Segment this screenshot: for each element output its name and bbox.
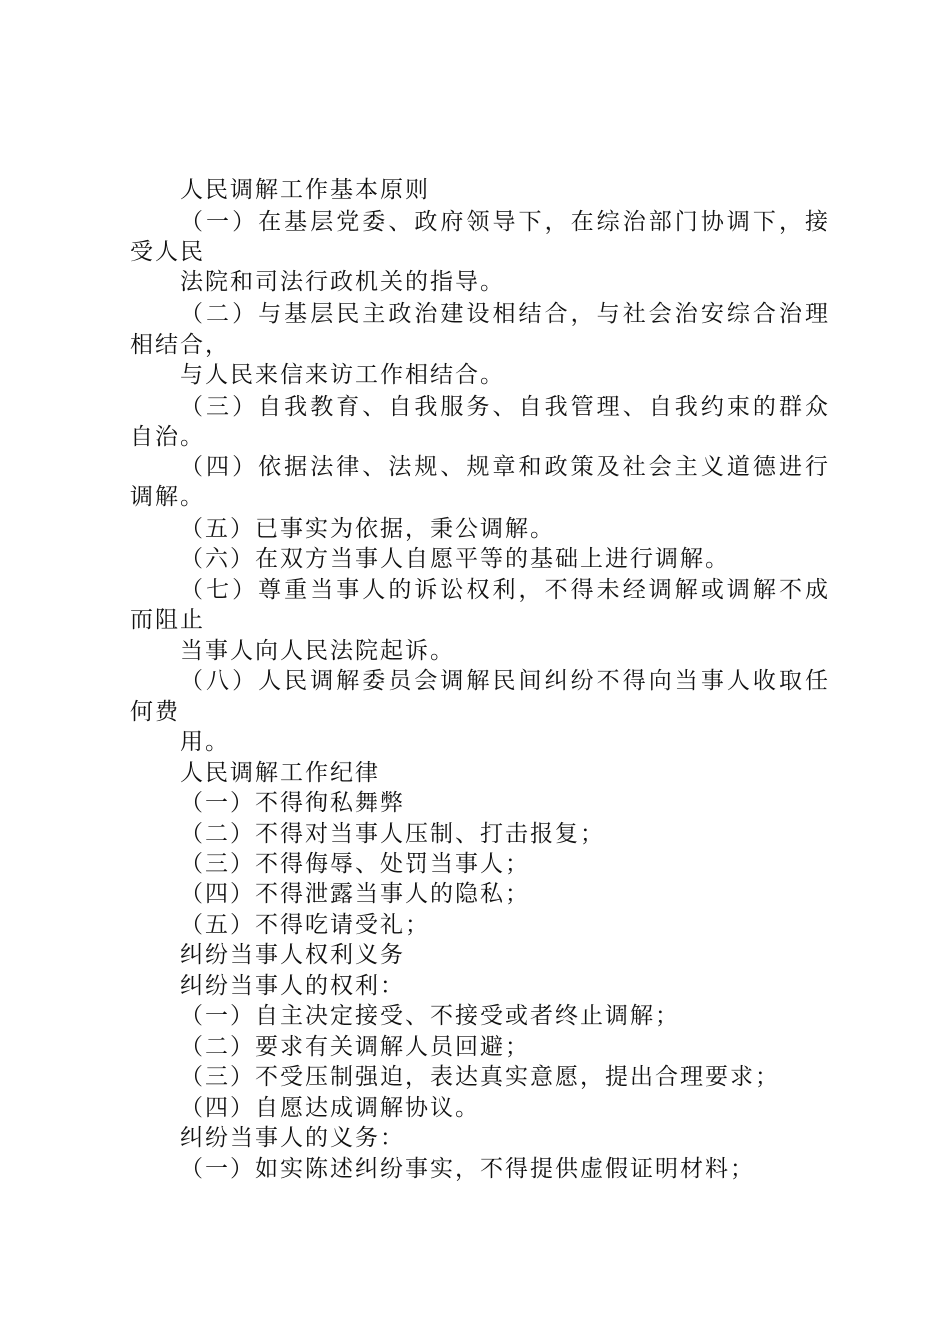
list-item: （一）不得徇私舞弊 <box>180 790 405 816</box>
list-item: （一）如实陈述纠纷事实，不得提供虚假证明材料； <box>180 1156 755 1182</box>
paragraph-line: 法院和司法行政机关的指导。 <box>180 269 505 295</box>
paragraph-line: （五）已事实为依据，秉公调解。 <box>180 516 555 542</box>
list-item: （一）自主决定接受、不接受或者终止调解； <box>180 1003 680 1029</box>
paragraph-line: （七）尊重当事人的诉讼权利，不得未经调解或调解不成 <box>180 577 830 603</box>
paragraph-line: 何费 <box>130 699 180 725</box>
list-item: （三）不得侮辱、处罚当事人； <box>180 851 530 877</box>
section-heading: 人民调解工作纪律 <box>180 760 380 786</box>
list-item: （四）自愿达成调解协议。 <box>180 1095 480 1121</box>
paragraph-line: 与人民来信来访工作相结合。 <box>180 362 505 388</box>
subsection-heading: 纠纷当事人的义务： <box>180 1125 405 1151</box>
paragraph-line: （六）在双方当事人自愿平等的基础上进行调解。 <box>180 546 730 572</box>
list-item: （四）不得泄露当事人的隐私； <box>180 881 530 907</box>
paragraph-line: 受人民 <box>130 239 205 265</box>
paragraph-line: （一）在基层党委、政府领导下，在综治部门协调下，接 <box>180 209 830 235</box>
section-heading: 纠纷当事人权利义务 <box>180 942 405 968</box>
list-item: （二）不得对当事人压制、打击报复； <box>180 821 605 847</box>
paragraph-line: 当事人向人民法院起诉。 <box>180 638 455 664</box>
section-heading: 人民调解工作基本原则 <box>180 177 430 203</box>
list-item: （五）不得吃请受礼； <box>180 912 430 938</box>
list-item: （二）要求有关调解人员回避； <box>180 1034 530 1060</box>
paragraph-line: （二）与基层民主政治建设相结合，与社会治安综合治理 <box>180 301 830 327</box>
paragraph-line: 自治。 <box>130 424 205 450</box>
paragraph-line: （四）依据法律、法规、规章和政策及社会主义道德进行 <box>180 454 830 480</box>
paragraph-line: 调解。 <box>130 484 205 510</box>
paragraph-line: 相结合， <box>130 332 230 358</box>
paragraph-line: 而阻止 <box>130 607 205 633</box>
subsection-heading: 纠纷当事人的权利： <box>180 973 405 999</box>
paragraph-line: （八）人民调解委员会调解民间纠纷不得向当事人收取任 <box>180 668 830 694</box>
list-item: （三）不受压制强迫，表达真实意愿，提出合理要求； <box>180 1064 780 1090</box>
paragraph-line: （三）自我教育、自我服务、自我管理、自我约束的群众 <box>180 394 830 420</box>
paragraph-line: 用。 <box>180 729 230 755</box>
